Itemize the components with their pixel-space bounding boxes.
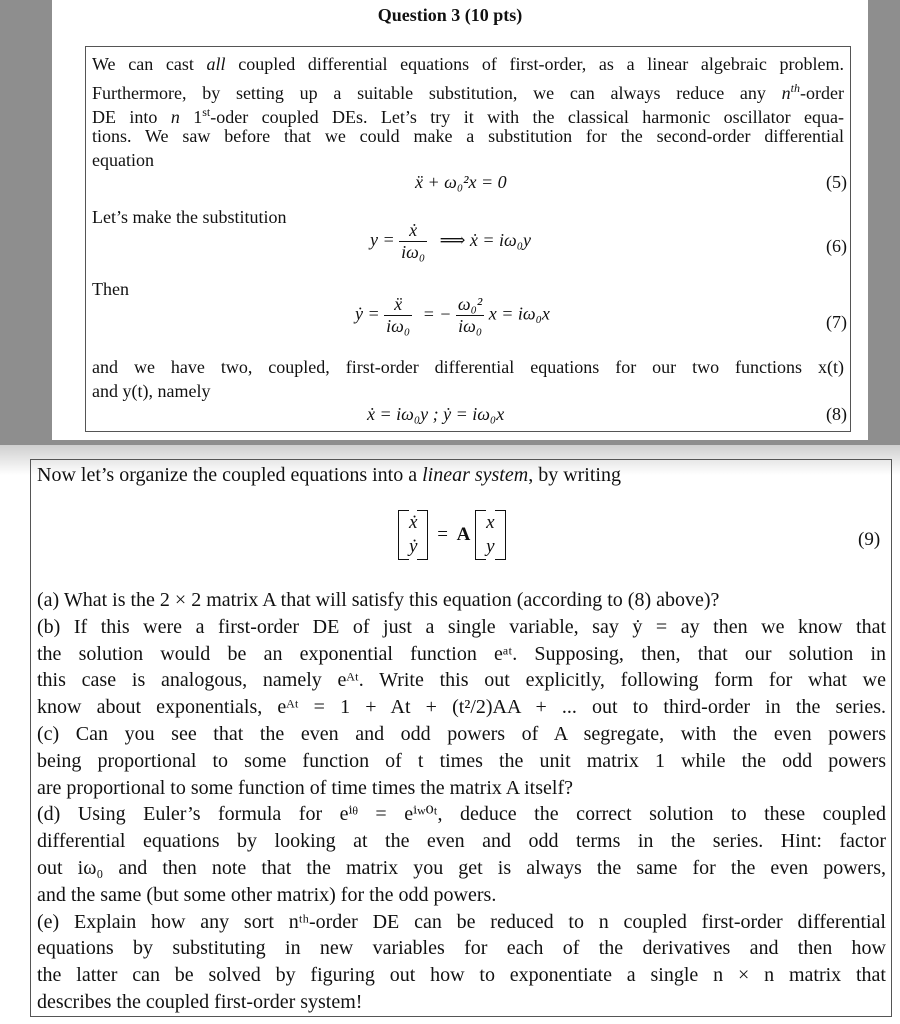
question-line-3: the solution would be an exponential function eᵃᵗ. Supposing, then, that our solution in [37,642,886,665]
question-line-10: differential equations by looking at the even and odd terms in the series. Hint: factor [37,830,886,853]
intro-line-4: tions. We saw before that we could make a substitution for the second-order differential [92,126,844,146]
intro-line-5: equation [92,150,154,170]
equation-6: y = $\frac{\text{ẋ}}{\text{iω₀}}$ ⟹ ẋ = iω₀y [370,220,532,262]
coupled-line-2: and y(t), namely [92,381,211,401]
question-line-9: (d) Using Euler’s formula for eⁱᶿ = eⁱʷ⁰ᵗ, deduce the correct solution to these coupled [37,803,886,826]
intro-line-2: Furthermore, by setting up a suitable substitution, we can always reduce any $n^{th}$-order [92,81,844,103]
question-line-1: (a) What is the 2 × 2 matrix A that will satisfy this equation (according to (8) above)? [37,589,720,611]
equation-5: ẍ + ω₀²x = 0 [415,172,507,192]
question-line-8: are proportional to some function of time times the matrix A itself? [37,776,573,799]
question-line-11: out iω₀ and then note that the matrix you get is always the same for the even powers, [37,857,886,879]
intro-line-3: DE into n 1st-oder coupled DEs. Let’s try it with the classical harmonic oscillator equa- [92,105,845,127]
question-line-7: being proportional to some function of t times the unit matrix 1 while the odd powers [37,749,886,772]
intro-line-1: We can cast all coupled differential equations of first-order, as a linear algebraic problem. [92,54,845,74]
equation-8-number: (8) [826,404,847,424]
question-line-12: and the same (but some other matrix) for the odd powers. [37,883,497,906]
question-title: Question 3 (10 pts) [377,5,523,25]
question-line-5: know about exponentials, eᴬᵗ = 1 + At + (t²/2)AA + ... out to third-order in the series. [37,696,886,719]
question-line-4: this case is analogous, namely eᴬᵗ. Write this out explicitly, following form for what we [37,669,886,692]
equation-8: ẋ = iω₀y ; ẏ = iω₀x [367,404,505,424]
then-text: Then [92,279,129,299]
coupled-line-1: and we have two, coupled, first-order differential equations for our two functions x(t) [92,357,844,377]
equation-5-number: (5) [826,172,847,192]
question-line-16: describes the coupled first-order system! [37,991,363,1013]
equation-7: ẏ = $\frac{\text{ẍ}}{\text{iω₀}}$ = − $\frac{\text{ω₀²}}{\text{iω₀}}$ x = iω₀x [355,294,550,336]
substitution-text: Let’s make the substitution [92,207,287,227]
question-line-2: (b) If this were a first-order DE of just a single variable, say ẏ = ay then we know that [37,615,886,638]
question-line-13: (e) Explain how any sort nᵗʰ-order DE can be reduced to n coupled first-order differential [37,910,886,933]
linear-system-intro: Now let’s organize the coupled equations into a linear system, by writing [37,464,621,486]
equation-7-number: (7) [826,312,847,332]
question-line-6: (c) Can you see that the even and odd powers of A segregate, with the even powers [37,723,886,745]
question-line-15: the latter can be solved by figuring out how to exponentiate a single n × n matrix that [37,964,886,987]
equation-9: ẋ ẏ = A x y [398,510,506,560]
equation-9-number: (9) [858,529,881,550]
question-line-14: equations by substituting in new variables for each of the derivatives and then how [37,937,886,960]
equation-6-number: (6) [826,236,847,256]
